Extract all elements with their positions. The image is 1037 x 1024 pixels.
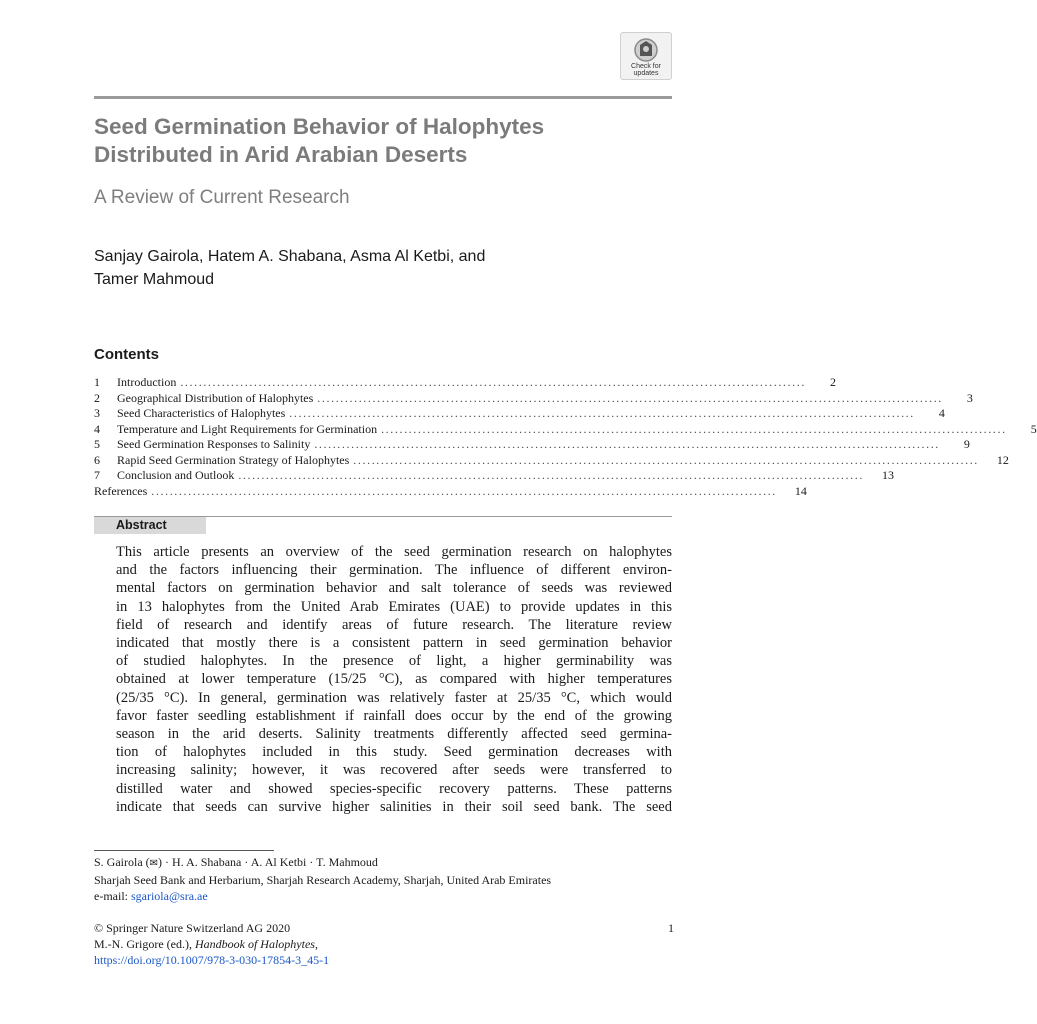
footnote-author-suffix: ) · H. A. Shabana · A. Al Ketbi · T. Mahmoud (158, 855, 378, 869)
toc-leader-dots: ........................................................................................................................................ (317, 390, 943, 405)
toc-number: 6 (94, 452, 100, 467)
author-list-line1: Sanjay Gairola, Hatem A. Shabana, Asma Al Ketbi, and (94, 248, 486, 265)
toc-title: Rapid Seed Germination Strategy of Halophytes (117, 452, 350, 467)
toc-number: 4 (94, 421, 100, 436)
toc-page: 5 (1030, 421, 1037, 436)
author-footnote (94, 854, 694, 904)
toc-number: 3 (94, 406, 100, 420)
toc-entry[interactable] (94, 452, 1009, 469)
abstract-line: indicate that seeds can survive higher salinities in their soil seed bank. The seed (116, 798, 672, 815)
abstract-line: tion of halophytes included in this study. Seed germination decreases with (116, 744, 672, 761)
toc-entry[interactable] (94, 437, 970, 453)
toc-page: 4 (938, 406, 945, 420)
toc-page: 13 (881, 468, 894, 482)
page-number: 1 (668, 921, 674, 935)
chapter-title (94, 113, 674, 169)
toc-title: Seed Characteristics of Halophytes (117, 406, 286, 420)
header-rule (94, 96, 672, 99)
editor-line (94, 936, 674, 952)
toc-title: Seed Germination Responses to Salinity (117, 437, 311, 451)
editor-suffix: , (314, 937, 318, 951)
footnote-affiliation: Sharjah Seed Bank and Herbarium, Sharjah Research Academy, Sharjah, United Arab Emirates (94, 873, 552, 887)
abstract-line: increasing salinity; however, it was recovered after seeds were transferred to (116, 762, 672, 779)
abstract-line: of studied halophytes. In the presence of light, a higher germinability was (116, 653, 672, 670)
abstract-body (116, 543, 672, 816)
toc-page: 9 (963, 437, 970, 451)
toc-entry[interactable] (94, 421, 1037, 438)
footnote-authors (94, 854, 694, 872)
abstract-line: This article presents an overview of the seed germination research on halophytes (116, 544, 672, 560)
toc-page: 12 (996, 452, 1009, 467)
toc-title: Temperature and Light Requirements for Germination (117, 421, 378, 436)
toc-entry[interactable] (94, 375, 836, 391)
author-list (94, 245, 654, 291)
toc-number: 5 (94, 437, 100, 451)
footnote-author-prefix: S. Gairola ( (94, 855, 150, 869)
footnote-email-line (94, 888, 694, 904)
toc-leader-dots: ........................................................................................................................................ (151, 483, 777, 498)
email-link[interactable]: sgariola@sra.ae (130, 889, 208, 903)
abstract-line: distilled water and showed species-specific recovery patterns. These patterns (116, 780, 672, 797)
chapter-title-line2: Distributed in Arid Arabian Deserts (94, 142, 468, 167)
table-of-contents (94, 375, 1037, 499)
publication-info (94, 920, 674, 968)
toc-title: References (94, 483, 148, 498)
abstract-line: field of research and identify areas of future research. The literature review (116, 616, 672, 633)
abstract-line: indicated that mostly there is a consistent pattern in seed germination behavior (116, 635, 672, 652)
toc-leader-dots: ........................................................................................................................................ (180, 375, 806, 389)
badge-label-line2: updates (633, 70, 659, 77)
toc-page: 2 (829, 375, 836, 389)
chapter-subtitle: A Review of Current Research (94, 187, 350, 208)
toc-page: 14 (794, 483, 807, 498)
chapter-title-line1: Seed Germination Behavior of Halophytes (94, 114, 545, 139)
toc-leader-dots: ........................................................................................................................................ (314, 437, 940, 451)
toc-title: Conclusion and Outlook (117, 468, 235, 482)
toc-number: 2 (94, 390, 100, 405)
check-for-updates-badge[interactable] (620, 32, 672, 80)
toc-title: Introduction (117, 375, 177, 389)
contents-heading: Contents (94, 346, 159, 363)
toc-entry[interactable] (94, 468, 894, 484)
abstract-line: favor faster seedling establishment if rainfall does occur by the end of the growing (116, 707, 672, 724)
abstract-label: Abstract (94, 517, 206, 534)
toc-leader-dots: ........................................................................................................................................ (381, 421, 1007, 436)
author-list-line2: Tamer Mahmoud (94, 271, 215, 288)
abstract-line: (25/35 °C). In general, germination was relatively faster at 25/35 °C, which would (116, 689, 672, 706)
toc-page: 3 (966, 390, 973, 405)
abstract-line: in 13 halophytes from the United Arab Emirates (UAE) to provide updates in this (116, 598, 672, 615)
toc-title: Geographical Distribution of Halophytes (117, 390, 314, 405)
toc-leader-dots: ........................................................................................................................................ (238, 468, 864, 482)
toc-number: 7 (94, 468, 100, 482)
doi-link[interactable]: https://doi.org/10.1007/978-3-030-17854-3_45-1 (94, 953, 330, 967)
editor-prefix: M.-N. Grigore (ed.), (94, 937, 195, 951)
copyright-line: © Springer Nature Switzerland AG 2020 (94, 921, 291, 935)
toc-entry-references[interactable] (94, 483, 807, 500)
toc-entry[interactable] (94, 406, 945, 422)
toc-entry[interactable] (94, 390, 973, 407)
abstract-line: and the factors influencing their germination. The influence of different environ- (116, 562, 672, 579)
footnote-rule (94, 850, 274, 851)
abstract-header (94, 516, 672, 534)
toc-leader-dots: ........................................................................................................................................ (353, 452, 979, 467)
toc-number: 1 (94, 375, 100, 389)
envelope-icon: ✉ (149, 858, 159, 869)
book-title: Handbook of Halophytes (194, 937, 315, 951)
badge-label-line1: Check for (631, 63, 661, 70)
email-label: e-mail: (94, 889, 131, 903)
toc-leader-dots: ........................................................................................................................................ (289, 406, 915, 420)
check-updates-icon (633, 37, 659, 63)
abstract-line: obtained at lower temperature (15/25 °C), as compared with higher temperatures (116, 671, 672, 688)
abstract-line: season in the arid deserts. Salinity treatments differently affected seed germina- (116, 726, 672, 743)
abstract-line: mental factors on germination behavior and salt tolerance of seeds was reviewed (116, 580, 672, 597)
